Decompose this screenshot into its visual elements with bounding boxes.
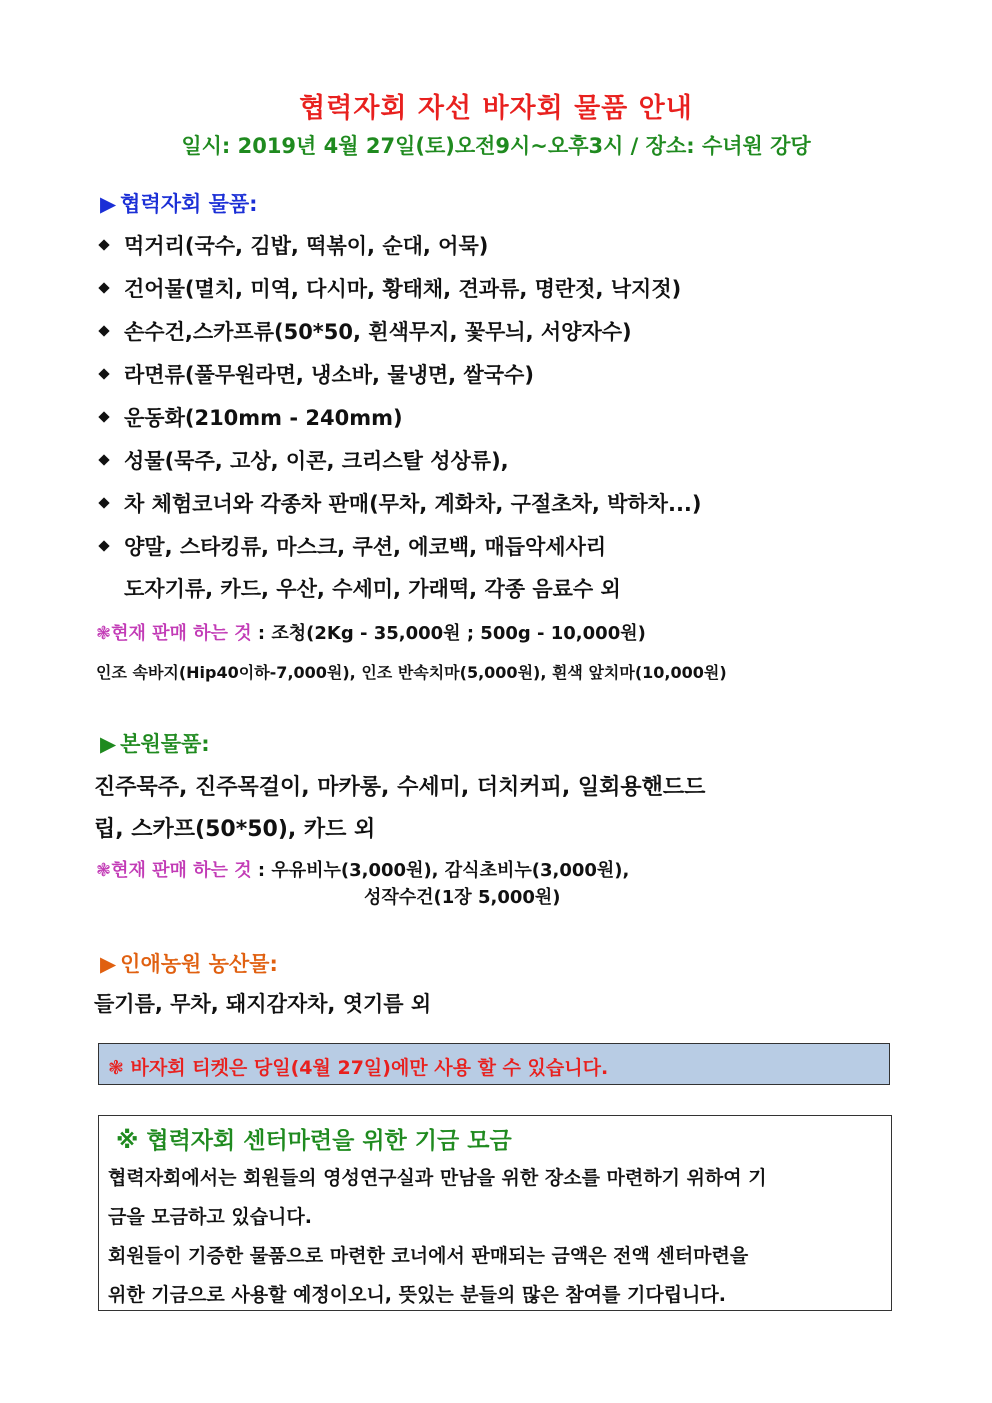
diamond-bullet-icon: [98, 454, 109, 465]
section-heading-association: ▶ 협력자회 물품:: [100, 192, 258, 216]
list-item: 손수건,스카프류(50*50, 흰색무지, 꽃무늬, 서양자수): [96, 316, 632, 346]
list-item: 양말, 스타킹류, 마스크, 쿠션, 에코백, 매듭악세사리: [96, 531, 606, 561]
diamond-bullet-icon: [98, 540, 109, 551]
note-text: : 조청(2Kg - 35,000원 ; 500g - 10,000원): [257, 623, 646, 644]
diamond-bullet-icon: [98, 239, 109, 250]
current-sale-note: [96, 856, 629, 882]
triangle-right-icon: ▶: [100, 192, 117, 216]
fundraising-text-line: 협력자회에서는 회원들의 영성연구실과 만남을 위한 장소를 마련하기 위하여 기: [108, 1167, 767, 1189]
current-sale-note-line2: 성작수건(1장 5,000원): [364, 887, 561, 908]
section-heading-main-house: ▶ 본원물품:: [100, 732, 210, 756]
note-label: ❃현재 판매 하는 것: [96, 623, 252, 644]
fundraising-title: ※ 협력자회 센터마련을 위한 기금 모금: [116, 1128, 512, 1154]
note-text: : 우유비누(3,000원), 감식초비누(3,000원),: [257, 860, 630, 881]
fundraising-text-line: 금을 모금하고 있습니다.: [108, 1206, 312, 1228]
list-item: 차 체험코너와 각종차 판매(무차, 계화차, 구절초차, 박하차...): [96, 488, 702, 518]
main-house-items-line2: 립, 스카프(50*50), 카드 외: [94, 817, 376, 842]
farm-items: 들기름, 무차, 돼지감자차, 엿기름 외: [94, 992, 432, 1016]
diamond-bullet-icon: [98, 282, 109, 293]
ticket-notice-text: ❃ 바자회 티켓은 당일(4월 27일)에만 사용 할 수 있습니다.: [108, 1057, 609, 1079]
list-item: 성물(묵주, 고상, 이콘, 크리스탈 성상류),: [96, 445, 509, 475]
current-sale-note-line2: 인조 속바지(Hip40이하-7,000원), 인조 반속치마(5,000원), 흰색 앞치마(10,000원): [96, 663, 727, 682]
fundraising-text-line: 회원들이 기증한 물품으로 마련한 코너에서 판매되는 금액은 전액 센터마련을: [108, 1245, 749, 1267]
diamond-bullet-icon: [98, 411, 109, 422]
section-heading-farm: ▶ 인애농원 농산물:: [100, 952, 278, 976]
diamond-bullet-icon: [98, 368, 109, 379]
current-sale-note: [96, 619, 646, 645]
main-house-items-line1: 진주묵주, 진주목걸이, 마카롱, 수세미, 더치커피, 일회용핸드드: [94, 775, 706, 800]
list-item: 건어물(멸치, 미역, 다시마, 황태채, 견과류, 명란젓, 낙지젓): [96, 273, 681, 303]
list-item: 먹거리(국수, 김밥, 떡볶이, 순대, 어묵): [96, 230, 488, 260]
triangle-right-icon: ▶: [100, 732, 117, 756]
diamond-bullet-icon: [98, 325, 109, 336]
triangle-right-icon: ▶: [100, 952, 117, 976]
note-label: ❃현재 판매 하는 것: [96, 860, 252, 881]
page-title: 협력자회 자선 바자회 물품 안내: [299, 93, 693, 124]
fundraising-text-line: 위한 기금으로 사용할 예정이오니, 뜻있는 분들의 많은 참여를 기다립니다.: [108, 1284, 726, 1306]
list-item: 라면류(풀무원라면, 냉소바, 물냉면, 쌀국수): [96, 359, 534, 389]
list-item: 운동화(210mm - 240mm): [96, 402, 403, 432]
diamond-bullet-icon: [98, 497, 109, 508]
list-item-continuation: 도자기류, 카드, 우산, 수세미, 가래떡, 각종 음료수 외: [124, 577, 621, 601]
event-info: 일시: 2019년 4월 27일(토)오전9시~오후3시 / 장소: 수녀원 강당: [181, 134, 811, 158]
